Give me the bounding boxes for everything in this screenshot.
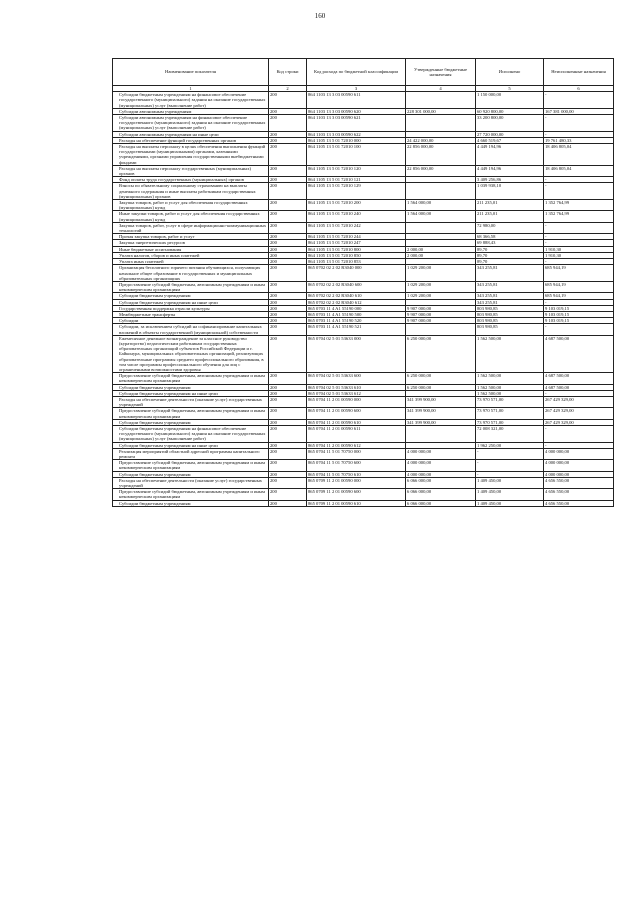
row-name: Субсидии, за исключением субсидий на софинансирование капитальных вложений в объекты государственной (муниципальной) собственности (113, 324, 269, 335)
row-approved: 24 422 000,00 (406, 137, 476, 143)
table-row (113, 500, 614, 506)
row-budget-code: 864 1103 13 3 03 00590 611 (307, 92, 406, 109)
row-executed: 4 449 194,96 (476, 165, 544, 176)
row-line-code: 200 (269, 211, 307, 222)
row-name: Субсидии бюджетным учреждениям на иные цели (113, 390, 269, 396)
row-unexecuted: 685 944,19 (544, 265, 614, 282)
row-name: Взносы по обязательному социальному страхованию на выплаты денежного содержания и иные выплаты работникам государственных (муниципальных) органов (113, 183, 269, 200)
row-unexecuted: 267 429 329,00 (544, 408, 614, 419)
row-budget-code: 865 0709 11 2 01 00590 610 (307, 500, 406, 506)
row-unexecuted: - (544, 131, 614, 137)
table-row (113, 222, 614, 233)
row-unexecuted: - (544, 183, 614, 200)
row-approved: 341 399 900,00 (406, 408, 476, 419)
row-executed: - (476, 460, 544, 471)
row-line-code: 200 (269, 396, 307, 407)
row-executed: 211 235,01 (476, 200, 544, 211)
row-unexecuted: 9 103 019,15 (544, 311, 614, 317)
row-executed: 803 980,85 (476, 305, 544, 311)
row-budget-code: 865 0704 02 5 01 53633 610 (307, 384, 406, 390)
row-budget-code: 865 0704 11 2 01 00590 610 (307, 419, 406, 425)
row-line-code: 200 (269, 408, 307, 419)
row-executed: 343 255,81 (476, 299, 544, 305)
row-unexecuted: 18 406 805,04 (544, 165, 614, 176)
row-unexecuted: 267 429 329,00 (544, 396, 614, 407)
row-executed: 1 962 250,00 (476, 442, 544, 448)
row-budget-code: 865 0703 11 4 A1 55190 521 (307, 324, 406, 335)
row-budget-code: 864 1105 13 5 01 72010 247 (307, 240, 406, 246)
table-row (113, 281, 614, 292)
row-unexecuted: - (544, 324, 614, 335)
row-executed: 89,70 (476, 252, 544, 258)
row-unexecuted: 4 000 000,00 (544, 471, 614, 477)
row-unexecuted: - (544, 177, 614, 183)
row-line-code: 200 (269, 390, 307, 396)
row-line-code: 200 (269, 293, 307, 299)
row-budget-code: 864 1105 13 5 01 72010 244 (307, 234, 406, 240)
row-approved: 341 399 900,00 (406, 419, 476, 425)
row-name: Субсидии бюджетным учреждениям на финансовое обеспечение государственного (муниципального) задания на оказание государственных (муниципальных) услуг (выполнение работ) (113, 92, 269, 109)
row-unexecuted: 167 381 000,00 (544, 108, 614, 114)
row-line-code: 200 (269, 246, 307, 252)
row-name: Предоставление субсидий бюджетным, автономным учреждениям и иным некоммерческим организациям (113, 460, 269, 471)
row-executed: 803 980,85 (476, 324, 544, 335)
row-executed: 3 409 256,86 (476, 177, 544, 183)
row-approved: 1 029 200,00 (406, 293, 476, 299)
row-line-code: 200 (269, 183, 307, 200)
row-executed: 343 255,81 (476, 265, 544, 282)
row-executed: 27 720 000,00 (476, 131, 544, 137)
row-budget-code: 864 1105 13 5 01 72010 240 (307, 211, 406, 222)
row-executed: - (476, 448, 544, 459)
row-line-code: 200 (269, 177, 307, 183)
table-row (113, 183, 614, 200)
row-name: Расходы на выплаты персоналу в целях обеспечения выполнения функций государственными (муниципальными) органами, казенными учреждениями, органами управления государственными внебюджетными фондами (113, 144, 269, 166)
row-budget-code: 864 1105 13 5 01 72010 200 (307, 200, 406, 211)
header-approved: Утвержденные бюджетные назначения (406, 59, 476, 86)
row-unexecuted: 4 687 500,00 (544, 335, 614, 372)
row-name: Уплата иных платежей (113, 259, 269, 265)
row-executed: 72 008 321,00 (476, 425, 544, 442)
row-name: Субсидии бюджетным учреждениям (113, 293, 269, 299)
row-line-code: 200 (269, 200, 307, 211)
row-name: Ежемесячное денежное вознаграждение за классное руководство (кураторство) педагогическим работникам государственных образовательных организаций субъектов Российской Федерации и г. Байконура, муниципальных образовательных организаций, реализующих образовательные программы среднего профессионального образования, в том числе программы профессионального обучения для лиц с ограниченными возможностями здоровья (113, 335, 269, 372)
table-row (113, 335, 614, 372)
row-budget-code: 865 0702 02 2 02 R3040 610 (307, 293, 406, 299)
row-line-code: 200 (269, 419, 307, 425)
row-name: Межбюджетные трансферты (113, 311, 269, 317)
table-row (113, 211, 614, 222)
row-approved: 6 066 000,00 (406, 500, 476, 506)
row-name: Субсидии бюджетным учреждениям на иные цели (113, 299, 269, 305)
row-approved: 6 066 000,00 (406, 477, 476, 488)
row-budget-code: 864 1103 13 3 03 00590 621 (307, 115, 406, 132)
row-name: Предоставление субсидий бюджетным, автономным учреждениям и иным некоммерческим организациям (113, 408, 269, 419)
row-line-code: 200 (269, 222, 307, 233)
row-executed: 73 970 571,00 (476, 396, 544, 407)
row-unexecuted: - (544, 425, 614, 442)
table-row (113, 92, 614, 109)
row-executed: 1 409 450,00 (476, 489, 544, 500)
row-name: Субсидии автономным учреждениям (113, 108, 269, 114)
row-executed: 1 562 500,00 (476, 384, 544, 390)
row-name: Предоставление субсидий бюджетным, автономным учреждениям и иным некоммерческим организациям (113, 489, 269, 500)
row-line-code: 200 (269, 299, 307, 305)
row-unexecuted: - (544, 240, 614, 246)
row-unexecuted: 4 687 500,00 (544, 373, 614, 384)
row-approved: 1 029 200,00 (406, 281, 476, 292)
table-row (113, 460, 614, 471)
row-executed: 73 970 571,00 (476, 419, 544, 425)
row-budget-code: 864 1105 13 5 01 72010 129 (307, 183, 406, 200)
row-name: Субсидии бюджетным учреждениям (113, 471, 269, 477)
row-approved: 228 301 000,00 (406, 108, 476, 114)
row-name: Закупка энергетических ресурсов (113, 240, 269, 246)
row-unexecuted: - (544, 299, 614, 305)
row-unexecuted: - (544, 92, 614, 109)
page-number: 160 (314, 12, 326, 20)
row-approved: 6 250 000,00 (406, 373, 476, 384)
row-unexecuted: - (544, 390, 614, 396)
row-unexecuted: 4 687 500,00 (544, 384, 614, 390)
row-unexecuted: 1 352 764,99 (544, 200, 614, 211)
row-executed: 68 366,58 (476, 234, 544, 240)
row-line-code: 200 (269, 373, 307, 384)
row-line-code: 200 (269, 234, 307, 240)
row-executed: 4 660 519,67 (476, 137, 544, 143)
table-row (113, 115, 614, 132)
table-row (113, 200, 614, 211)
table-row (113, 373, 614, 384)
row-line-code: 200 (269, 281, 307, 292)
row-approved: 22 856 000,00 (406, 144, 476, 166)
row-name: Субсидии бюджетным учреждениям (113, 419, 269, 425)
row-name: Фонд оплаты труда государственных (муниципальных) органов (113, 177, 269, 183)
row-line-code: 200 (269, 92, 307, 109)
row-line-code: 200 (269, 500, 307, 506)
row-line-code: 200 (269, 318, 307, 324)
row-budget-code: 865 0704 02 5 01 53633 612 (307, 390, 406, 396)
row-unexecuted: - (544, 115, 614, 132)
row-approved: 6 250 000,00 (406, 384, 476, 390)
row-budget-code: 864 1105 13 5 01 72010 100 (307, 144, 406, 166)
row-approved: 6 066 000,00 (406, 489, 476, 500)
table-row (113, 144, 614, 166)
row-unexecuted: 4 000 000,00 (544, 460, 614, 471)
row-name: Расходы на обеспечение деятельности (оказание услуг) государственных учреждений (113, 477, 269, 488)
row-name: Государственная поддержка отрасли культуры (113, 305, 269, 311)
row-approved: 9 907 000,00 (406, 305, 476, 311)
row-budget-code: 865 0704 11 2 01 00590 612 (307, 442, 406, 448)
row-executed: 1 409 450,00 (476, 500, 544, 506)
row-approved: 341 399 900,00 (406, 396, 476, 407)
row-name: Иные закупки товаров, работ и услуг для обеспечения государственных (муниципальных) нужд (113, 211, 269, 222)
row-executed: 1 039 938,10 (476, 183, 544, 200)
row-line-code: 200 (269, 115, 307, 132)
row-name: Субсидии бюджетным учреждениям (113, 500, 269, 506)
row-budget-code: 865 0704 11 2 01 00590 611 (307, 425, 406, 442)
row-budget-code: 864 1105 13 5 01 72010 000 (307, 137, 406, 143)
row-name: Расходы на выплаты персоналу государственных (муниципальных) органов (113, 165, 269, 176)
row-line-code: 200 (269, 442, 307, 448)
row-name: Иные бюджетные ассигнования (113, 246, 269, 252)
row-line-code: 200 (269, 137, 307, 143)
row-name: Субсидии бюджетным учреждениям на финансовое обеспечение государственного (муниципального) задания на оказание государственных (муниципальных) услуг (выполнение работ) (113, 425, 269, 442)
row-approved: 4 000 000,00 (406, 460, 476, 471)
row-unexecuted: 19 761 480,33 (544, 137, 614, 143)
row-line-code: 200 (269, 425, 307, 442)
row-approved: 1 029 200,00 (406, 265, 476, 282)
column-number: 2 (269, 86, 307, 92)
table-row (113, 165, 614, 176)
row-approved: 4 000 000,00 (406, 448, 476, 459)
row-line-code: 200 (269, 311, 307, 317)
table-row (113, 489, 614, 500)
table-row (113, 408, 614, 419)
row-name: Закупка товаров, работ и услуг для обеспечения государственных (муниципальных) нужд (113, 200, 269, 211)
row-line-code: 200 (269, 384, 307, 390)
table-row (113, 265, 614, 282)
header-line-code: Код строки (269, 59, 307, 86)
row-line-code: 200 (269, 489, 307, 500)
row-executed: - (476, 471, 544, 477)
row-name: Субсидии (113, 318, 269, 324)
row-unexecuted: - (544, 259, 614, 265)
row-unexecuted: 4 000 000,00 (544, 448, 614, 459)
column-number: 6 (544, 86, 614, 92)
row-budget-code: 865 0704 02 5 01 53633 600 (307, 373, 406, 384)
column-number: 4 (406, 86, 476, 92)
row-line-code: 200 (269, 131, 307, 137)
row-budget-code: 865 0709 11 2 01 00590 600 (307, 489, 406, 500)
row-budget-code: 865 0702 02 2 02 R3040 612 (307, 299, 406, 305)
row-budget-code: 865 0709 11 2 01 00590 000 (307, 477, 406, 488)
row-executed: 803 980,85 (476, 318, 544, 324)
row-budget-code: 865 0704 11 2 01 00590 600 (307, 408, 406, 419)
row-name: Прочая закупка товаров, работ и услуг (113, 234, 269, 240)
row-line-code: 200 (269, 144, 307, 166)
row-name: Расходы на обеспечение деятельности (оказание услуг) государственных учреждений (113, 396, 269, 407)
row-budget-code: 864 1105 13 5 01 72010 242 (307, 222, 406, 233)
row-approved: 4 000 000,00 (406, 471, 476, 477)
row-unexecuted: 267 429 329,00 (544, 419, 614, 425)
row-name: Предоставление субсидий бюджетным, автономным учреждениям и иным некоммерческим организациям (113, 373, 269, 384)
row-approved: 1 564 000,00 (406, 211, 476, 222)
row-executed: 33 200 800,00 (476, 115, 544, 132)
row-budget-code: 865 0704 11 5 01 70750 600 (307, 460, 406, 471)
row-executed: 60 920 800,00 (476, 108, 544, 114)
row-executed: 1 562 500,00 (476, 335, 544, 372)
row-line-code: 200 (269, 240, 307, 246)
row-name: Расходы на обеспечение функций государственных органов (113, 137, 269, 143)
row-budget-code: 864 1105 13 5 01 72010 121 (307, 177, 406, 183)
row-line-code: 200 (269, 448, 307, 459)
row-name: Субсидии бюджетным учреждениям (113, 384, 269, 390)
row-approved: 9 907 000,00 (406, 311, 476, 317)
row-unexecuted: 685 944,19 (544, 293, 614, 299)
row-executed: 1 562 500,00 (476, 373, 544, 384)
row-name: Реализация мероприятий областной адресной программы капитального ремонта (113, 448, 269, 459)
row-executed: 1 562 500,00 (476, 390, 544, 396)
row-name: Субсидии бюджетным учреждениям на иные цели (113, 442, 269, 448)
row-approved (406, 425, 476, 442)
row-budget-code: 864 1103 13 3 03 00590 622 (307, 131, 406, 137)
row-budget-code: 865 0703 11 4 A1 55190 520 (307, 318, 406, 324)
row-line-code: 200 (269, 324, 307, 335)
row-name: Субсидии автономным учреждениям на финансовое обеспечение государственного (муниципального) задания на оказание государственных (муниципальных) услуг (выполнение работ) (113, 115, 269, 132)
row-budget-code: 864 1105 13 5 01 72010 120 (307, 165, 406, 176)
row-approved (406, 324, 476, 335)
row-line-code: 200 (269, 252, 307, 258)
row-budget-code: 865 0704 11 5 01 70750 000 (307, 448, 406, 459)
row-executed: 343 255,81 (476, 293, 544, 299)
row-budget-code: 865 0704 11 5 01 70750 610 (307, 471, 406, 477)
row-executed: 89,70 (476, 259, 544, 265)
row-unexecuted: 4 656 550,00 (544, 489, 614, 500)
row-executed: 72 980,00 (476, 222, 544, 233)
row-budget-code: 864 1105 13 5 01 72010 853 (307, 259, 406, 265)
row-unexecuted: 4 656 550,00 (544, 500, 614, 506)
row-unexecuted: 18 406 805,04 (544, 144, 614, 166)
row-unexecuted: - (544, 222, 614, 233)
row-budget-code: 865 0702 02 2 02 R3040 600 (307, 281, 406, 292)
row-approved (406, 115, 476, 132)
row-budget-code: 865 0703 11 4 A1 55190 000 (307, 305, 406, 311)
row-name: Субсидии автономным учреждениям на иные цели (113, 131, 269, 137)
table-header-row (113, 59, 614, 86)
row-executed: 1 409 450,00 (476, 477, 544, 488)
table-row (113, 324, 614, 335)
row-budget-code: 864 1105 13 5 01 72010 800 (307, 246, 406, 252)
row-budget-code: 864 1105 13 5 01 72010 850 (307, 252, 406, 258)
column-number: 5 (476, 86, 544, 92)
row-name: Закупка товаров, работ, услуг в сфере информационно-коммуникационных технологий (113, 222, 269, 233)
row-unexecuted: - (544, 234, 614, 240)
header-executed: Исполнено (476, 59, 544, 86)
row-budget-code: 865 0703 11 4 A1 55190 500 (307, 311, 406, 317)
row-unexecuted: 9 103 019,15 (544, 305, 614, 311)
header-budget-code: Код расхода по бюджетной классификации (307, 59, 406, 86)
row-line-code: 200 (269, 265, 307, 282)
table-row (113, 396, 614, 407)
column-number: 1 (113, 86, 269, 92)
row-unexecuted: 1 352 764,99 (544, 211, 614, 222)
table-row (113, 477, 614, 488)
table-row (113, 448, 614, 459)
row-executed: 4 449 194,96 (476, 144, 544, 166)
row-approved (406, 222, 476, 233)
row-name: Предоставление субсидий бюджетным, автономным учреждениям и иным некоммерческим организациям (113, 281, 269, 292)
row-line-code: 200 (269, 460, 307, 471)
row-approved: 22 856 000,00 (406, 165, 476, 176)
row-executed: 803 980,85 (476, 311, 544, 317)
row-line-code: 200 (269, 477, 307, 488)
row-name: Уплата налогов, сборов и иных платежей (113, 252, 269, 258)
row-budget-code: 865 0704 11 2 01 00590 000 (307, 396, 406, 407)
row-unexecuted: 685 944,19 (544, 281, 614, 292)
row-name: Организация бесплатного горячего питания обучающихся, получающих начальное общее образование в государственных и муниципальных образовательных организациях (113, 265, 269, 282)
row-approved: 6 250 000,00 (406, 335, 476, 372)
row-unexecuted: 9 103 019,15 (544, 318, 614, 324)
row-line-code: 200 (269, 108, 307, 114)
row-executed: 343 255,81 (476, 281, 544, 292)
row-approved: 1 564 000,00 (406, 200, 476, 211)
row-executed: 211 235,01 (476, 211, 544, 222)
row-approved (406, 92, 476, 109)
row-approved: 2 000,00 (406, 252, 476, 258)
row-approved (406, 183, 476, 200)
row-unexecuted: 1 910,30 (544, 252, 614, 258)
row-approved: 2 000,00 (406, 246, 476, 252)
row-approved: 9 907 000,00 (406, 318, 476, 324)
row-line-code: 200 (269, 165, 307, 176)
row-unexecuted: 1 910,30 (544, 246, 614, 252)
row-budget-code: 865 0704 02 5 01 53633 000 (307, 335, 406, 372)
row-line-code: 200 (269, 259, 307, 265)
table-row (113, 425, 614, 442)
row-line-code: 200 (269, 305, 307, 311)
budget-execution-table (112, 58, 614, 507)
row-unexecuted: 4 656 550,00 (544, 477, 614, 488)
row-executed: 1 150 000,00 (476, 92, 544, 109)
header-unexecuted: Неисполненные назначения (544, 59, 614, 86)
row-line-code: 200 (269, 471, 307, 477)
column-number: 3 (307, 86, 406, 92)
row-budget-code: 864 1103 13 3 03 00590 620 (307, 108, 406, 114)
row-unexecuted: - (544, 442, 614, 448)
table-body (113, 92, 614, 507)
row-line-code: 200 (269, 335, 307, 372)
row-executed: 69 888,43 (476, 240, 544, 246)
header-name: Наименование показателя (113, 59, 269, 86)
row-executed: 73 970 571,00 (476, 408, 544, 419)
row-budget-code: 865 0702 02 2 02 R3040 000 (307, 265, 406, 282)
row-executed: 89,70 (476, 246, 544, 252)
